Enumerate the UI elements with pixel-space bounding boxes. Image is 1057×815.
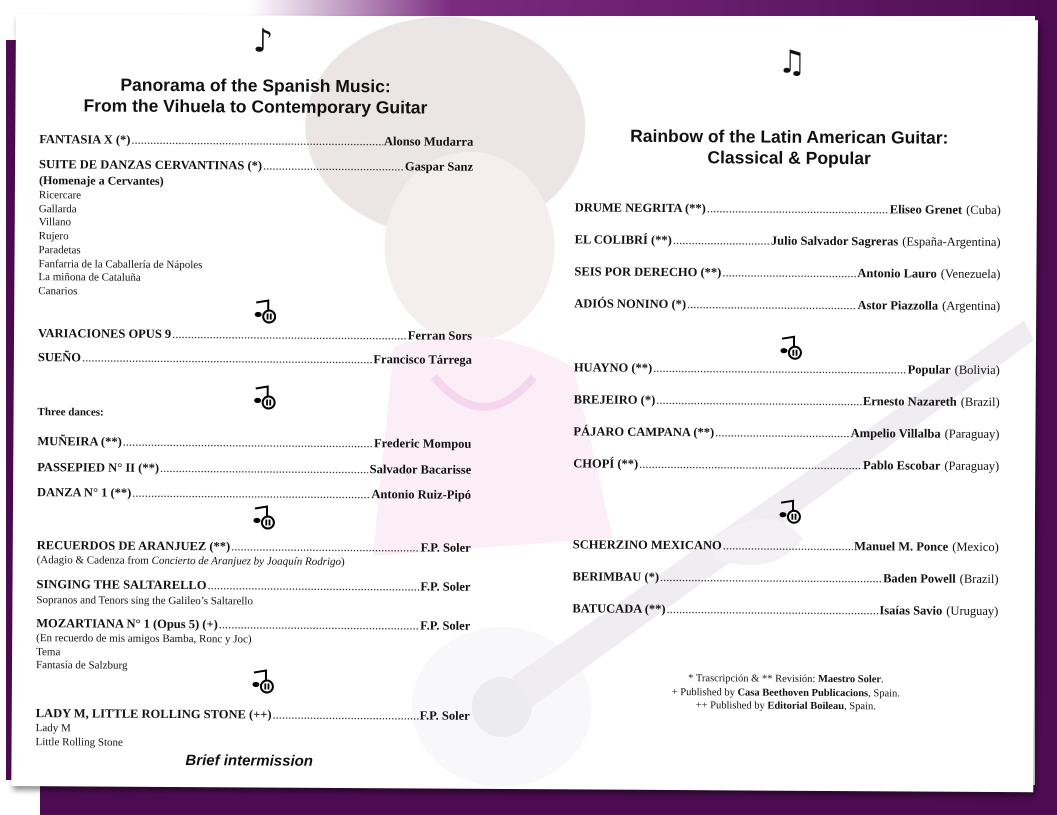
program-entry [36,577,470,595]
movement: Paradetas [38,243,81,257]
work-title: BATUCADA (**) [572,601,666,616]
program-entry [574,296,1000,314]
work-title: CHOPÍ (**) [573,456,639,471]
movement: Fanfarria de la Caballería de Nápoles [38,257,203,271]
program-entry [573,424,999,442]
country: (Uruguay) [946,603,999,619]
program-entry [37,485,471,503]
note-text: (Adagio & Cadenza from [36,554,152,567]
program-entry [574,392,1000,410]
composer: Ampelio Villalba [850,426,941,441]
composer: Baden Powell [883,571,956,586]
music-pause-icon [252,298,278,324]
music-pause-icon [252,384,278,410]
program-entry [39,157,473,175]
music-pause-icon [251,504,277,530]
eighth-note-icon: ♪ [252,21,274,60]
composer: Salvador Bacarisse [369,462,472,477]
note-line: Tema [36,645,61,658]
work-title: PÁJARO CAMPANA (**) [573,424,715,440]
composer: Ferran Sors [407,328,473,343]
composer: Frederic Mompou [374,436,472,451]
left-title-line1: Panorama of the Spanish Music: [120,74,391,97]
footnote-text: . [881,674,884,686]
note-line: Fantasía de Salzburg [35,659,128,673]
country: (Brazil) [959,571,999,587]
composer: Pablo Escobar [862,458,941,473]
footnote-bold: Editorial Boileau [767,700,845,713]
program-entry [574,264,1000,282]
footnote-text: * Trascripción & ** Revisión: [688,673,819,685]
footnote-text: , Spain. [844,701,876,713]
work-title: EL COLIBRÍ (**) [574,232,672,248]
composer: F.P. Soler [420,618,471,633]
movement: Ricercare [38,189,82,202]
right-title-line2: Classical & Popular [707,147,871,169]
suite-movements [38,189,203,300]
work-title: ADIÓS NONINO (*) [574,296,687,312]
music-pause-icon [250,668,276,694]
work-title: VARIACIONES OPUS 9 [38,326,172,341]
work-title: LADY M, LITTLE ROLLING STONE (++) [35,706,272,722]
music-pause-icon [778,335,804,361]
movement: Gallarda [38,202,77,216]
program-entry [36,616,470,634]
three-dances-label: Three dances: [37,406,104,419]
program-entry [575,232,1001,250]
work-title: RECUERDOS DE ARANJUEZ (**) [36,538,231,554]
program-sheet [11,14,1038,792]
program-entry [574,360,1000,378]
lady-notes [36,722,124,750]
right-title-line1: Rainbow of the Latin American Guitar: [630,125,949,148]
suite-subtitle: (Homenaje a Cervantes) [38,173,164,188]
composer: Gaspar Sanz [404,159,474,174]
program-entry [38,326,472,344]
purple-frame-top [250,0,1057,16]
program-entry [573,569,999,587]
work-title: DRUME NEGRITA (**) [574,200,706,216]
movement: Canarios [38,285,78,298]
purple-frame-right [1035,0,1057,815]
work-title: MUÑEIRA (**) [37,434,122,449]
country: (Argentina) [942,298,1001,314]
composer: Ernesto Nazareth [862,394,957,409]
mozartiana-notes [36,632,252,674]
left-title [55,74,455,118]
composer: Francisco Tárrega [373,352,472,367]
footnote-text: , Spain. [868,687,900,699]
country: (Paraguay) [944,458,1000,474]
program-entry [39,132,473,150]
movement: Rujero [38,230,69,243]
composer: Antonio Lauro [857,266,937,281]
composer: Astor Piazzolla [857,298,939,313]
country: (Bolivia) [954,362,1000,378]
country: (Paraguay) [944,426,1000,442]
program-entry [573,537,999,555]
composer: Popular [907,362,951,377]
footnote-text: + Published by [671,686,738,698]
work-title: HUAYNO (**) [573,360,653,375]
beamed-notes-icon: ♫ [777,42,807,81]
footnotes [586,671,986,714]
program-entry [37,538,471,556]
composer: Alonso Mudarra [383,134,474,149]
country: (España-Argentina) [902,234,1001,250]
program-entry [37,460,471,478]
left-title-line2: From the Vihuela to Contemporary Guitar [83,95,428,118]
footnote-bold: Maestro Soler [817,673,882,686]
music-pause-icon [777,499,803,525]
program-entry [573,456,999,474]
intermission-label: Brief intermission [185,752,314,770]
country: (Mexico) [952,539,999,555]
work-title: SINGING THE SALTARELLO [36,577,207,593]
work-title: SUEÑO [37,350,82,365]
program-entry [37,434,471,452]
work-title: SUITE DE DANZAS CERVANTINAS (*) [39,157,263,173]
composer: Manuel M. Ponce [854,539,949,554]
work-title: PASSEPIED N° II (**) [37,460,160,475]
work-title: DANZA N° 1 (**) [37,485,132,500]
composer: F.P. Soler [420,540,471,555]
composer: Isaías Savio [879,603,943,618]
work-title: MOZARTIANA N° 1 (Opus 5) (+) [36,616,218,632]
composer: Eliseo Grenet [889,202,963,217]
work-title: BREJEIRO (*) [573,392,656,407]
note-text: ) [341,555,345,569]
composer: Antonio Ruiz-Pipó [371,487,472,502]
movement: La miñona de Cataluña [38,271,141,284]
work-title: SEIS POR DERECHO (**) [574,264,722,280]
work-title: FANTASIA X (*) [39,132,131,147]
footnote-text: ++ Published by [695,700,768,712]
right-title [589,126,989,170]
country: (Venezuela) [940,266,1001,282]
program-entry [572,601,998,619]
note-italic: Concierto de Aranjuez by Joaquín Rodrigo [151,554,342,568]
composer: F.P. Soler [419,708,470,723]
composer: Julio Salvador Sagreras [770,233,899,249]
composer: F.P. Soler [420,579,471,594]
footnote-line [586,698,986,714]
footnote-bold: Casa Beethoven Publicacions [737,686,869,699]
aranjuez-note [37,554,345,570]
work-title: SCHERZINO MEXICANO [572,537,722,553]
country: (Brazil) [960,394,1000,410]
program-entry [38,350,472,368]
saltarello-note: Sopranos and Tenors sing the Galileo’s Saltarello [36,594,253,608]
program-entry [36,706,470,724]
note-line: Little Rolling Stone [35,735,123,749]
note-line: (En recuerdo de mis amigos Bamba, Ronc y Joc) [36,632,252,646]
work-title: BERIMBAU (*) [572,569,660,584]
country: (Cuba) [966,202,1001,218]
program-entry [575,200,1001,218]
note-line: Lady M [35,722,71,735]
movement: Villano [38,216,72,229]
